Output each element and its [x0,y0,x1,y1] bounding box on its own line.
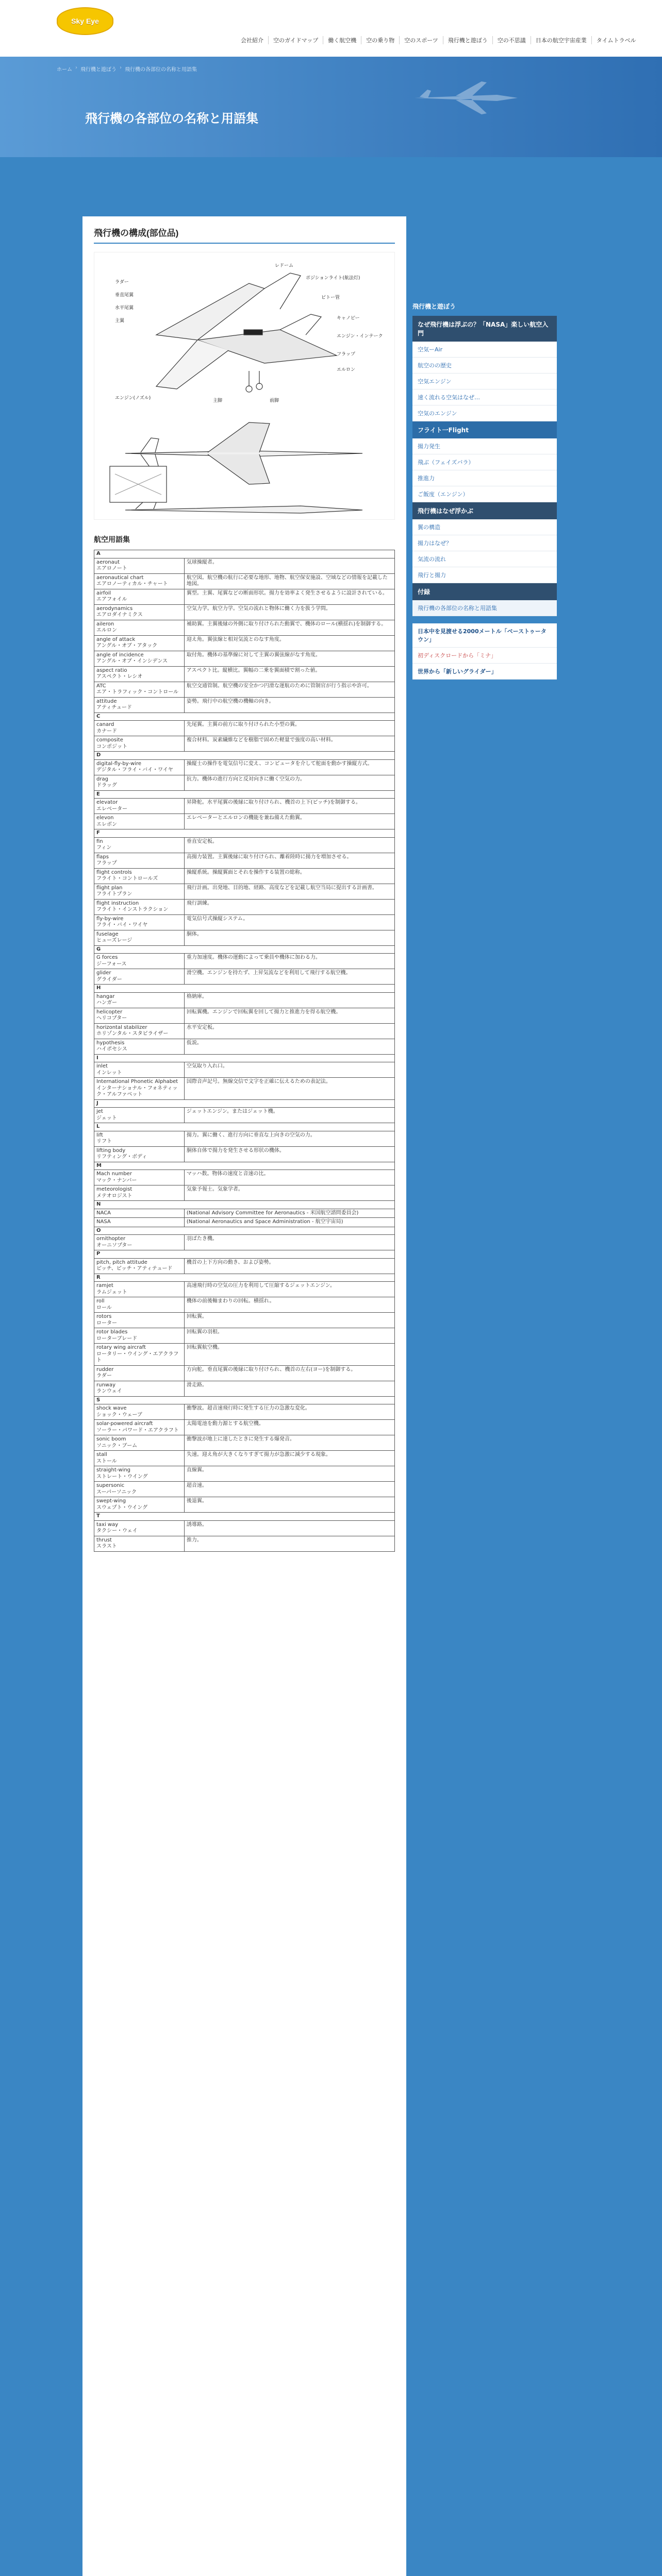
glossary-term: taxi way タクシー・ウェイ [94,1520,185,1536]
diagram-label: ピトー管 [321,295,340,300]
glossary-definition: 太陽電池を動力源とする航空機。 [184,1420,394,1435]
glossary-definition: 操縦士の操作を電気信号に変え、コンピュータを介して舵面を動かす操縦方式。 [184,759,394,775]
glossary-row [94,1258,395,1274]
glossary-term: hangar ハンガー [94,992,185,1008]
nav-item[interactable]: 空の乗り物 [361,36,399,44]
glossary-row [94,1008,395,1023]
sidebar-link[interactable]: 飛ぶ（フェイズバラ） [412,454,557,470]
nav-item[interactable]: 空のスポーツ [399,36,443,44]
glossary-definition: 超音速。 [184,1482,394,1497]
glossary-letter-row [94,790,395,799]
glossary-definition: 格納庫。 [184,992,394,1008]
page-title: 飛行機の各部位の名称と用語集 [85,112,258,126]
jet-silhouette-icon [409,77,523,118]
glossary-letter: P [94,1250,395,1259]
glossary-definition: 空気力学。航空力学。空気の流れと物体に働く力を扱う学問。 [184,604,394,620]
glossary-letter-row [94,945,395,954]
glossary-letter: O [94,1227,395,1235]
glossary-letter: S [94,1396,395,1404]
main-content [82,216,406,2576]
glossary-letter-row [94,1396,395,1404]
glossary-term: G forces ジーフォース [94,954,185,969]
glossary-term: angle of attack アングル・オブ・アタック [94,635,185,651]
glossary-definition: (National Aeronautics and Space Administration - 航空宇宙局) [184,1218,394,1227]
breadcrumb-current: 飛行機の各部位の名称と用語集 [125,67,197,73]
glossary-row [94,1497,395,1513]
glossary-row [94,1466,395,1482]
glossary-row [94,837,395,853]
sidebar-link[interactable]: 飛行と揚力 [412,567,557,583]
main-nav [236,36,641,44]
nav-item[interactable]: 日本の航空宇宙産業 [531,36,591,44]
breadcrumb-separator: › [75,65,77,71]
glossary-letter-row [94,1054,395,1062]
glossary-row [94,682,395,697]
sidebar-link[interactable]: 速く流れる空気はなぜ… [412,389,557,405]
glossary-row [94,884,395,899]
nav-item[interactable]: 飛行機と遊ぼう [443,36,492,44]
glossary-letter: L [94,1123,395,1131]
glossary-definition: 回転翼航空機。 [184,1344,394,1366]
glossary-row [94,992,395,1008]
glossary-letter-row [94,829,395,838]
glossary-term: inlet インレット [94,1062,185,1078]
glossary-row [94,775,395,790]
breadcrumb-separator: › [120,65,122,71]
diagram-label: ラダー [115,280,129,285]
glossary-letter: H [94,985,395,993]
glossary-row [94,853,395,868]
glossary-row [94,1146,395,1162]
glossary-definition: 回転翼機。エンジンで回転翼を回して揚力と推進力を得る航空機。 [184,1008,394,1023]
glossary-row [94,1235,395,1250]
glossary-term: ramjet ラムジェット [94,1282,185,1297]
diagram-label: 主翼 [115,318,125,324]
diagram-label: 垂直尾翼 [115,293,134,298]
glossary-term: sonic boom ソニック・ブーム [94,1435,185,1451]
glossary-row [94,1344,395,1366]
glossary-row [94,899,395,914]
glossary-row [94,954,395,969]
glossary-row [94,1435,395,1451]
sidebar-article-link[interactable]: 日本中を見渡せる2000メートル「ベーストゥータウン」 [412,623,557,648]
glossary-definition: (National Advisory Committee for Aeronautics - 米国航空諮問委員会) [184,1209,394,1218]
sidebar-title: 飛行機と遊ぼう [412,303,456,310]
glossary-term: aspect ratio アスペクト・レシオ [94,666,185,682]
sidebar-articles [412,623,557,680]
glossary-definition: 取付角。機体の基準線に対して主翼の翼弦線がなす角度。 [184,651,394,666]
glossary-term: elevon エレボン [94,814,185,829]
glossary-definition: 先尾翼。主翼の前方に取り付けられた小型の翼。 [184,721,394,736]
glossary-row [94,930,395,945]
glossary-row [94,1520,395,1536]
glossary-definition: 空気取り入れ口。 [184,1062,394,1078]
glossary-row [94,969,395,985]
page-hero [0,57,662,157]
glossary-row [94,1482,395,1497]
glossary-row [94,1328,395,1344]
glossary-row [94,1536,395,1551]
sidebar-box-heading[interactable]: フライト一Flight [412,421,557,438]
glossary-letter-row [94,1250,395,1259]
glossary-row [94,1131,395,1146]
nav-item[interactable]: 会社紹介 [241,38,263,44]
glossary-definition: 衝撃波。超音速飛行時に発生する圧力の急激な変化。 [184,1404,394,1420]
glossary-definition: 失速。迎え角が大きくなりすぎて揚力が急激に減少する現象。 [184,1451,394,1466]
glossary-row [94,1297,395,1313]
diagram-label: エンジン(ノズル) [115,396,151,401]
sidebar-link[interactable]: 推進力 [412,470,557,486]
glossary-letter-row [94,1513,395,1521]
glossary-definition: 気球操縦者。 [184,558,394,573]
sidebar-box-heading[interactable]: 飛行機はなぜ浮かぶ [412,502,557,519]
glossary-row [94,914,395,930]
glossary-term: flaps フラップ [94,853,185,868]
glossary-definition: 昇降舵。水平尾翼の後縁に取り付けられ、機首の上下(ピッチ)を制御する。 [184,799,394,814]
glossary-row [94,604,395,620]
glossary-row [94,868,395,884]
glossary-term: canard カナード [94,721,185,736]
glossary-letter: J [94,1099,395,1108]
glossary-term: rotary wing aircraft ロータリー・ウイング・エアクラフト [94,1344,185,1366]
glossary-row [94,721,395,736]
glossary-row [94,1365,395,1381]
nav-item[interactable]: 空のガイドマップ [268,36,323,44]
glossary-row [94,620,395,635]
logo-text: Sky Eye [71,17,99,25]
glossary-term: aeronautical chart エアロノーティカル・チャート [94,573,185,589]
glossary-letter: A [94,550,395,558]
glossary-term: lifting body リフティング・ボディ [94,1146,185,1162]
glossary-definition: 航空図。航空機の航行に必要な地形、地物、航空保安施設、空域などの情報を記載した地図。 [184,573,394,589]
sidebar-link[interactable]: 空気のエンジン [412,405,557,421]
glossary-term: attitude アティチュード [94,697,185,713]
glossary-term: ATC エア・トラフィック・コントロール [94,682,185,697]
sidebar-link-current[interactable]: 飛行機の各部位の名称と用語集 [412,600,557,616]
glossary-term: rotor blades ローターブレード [94,1328,185,1344]
glossary-definition: 滑走路。 [184,1381,394,1396]
breadcrumb [57,65,197,73]
glossary-term: elevator エレベーター [94,799,185,814]
glossary-term: glider グライダー [94,969,185,985]
glossary-term: jet ジェット [94,1108,185,1123]
glossary-definition: 仮説。 [184,1039,394,1054]
glossary-row [94,1039,395,1054]
glossary-definition: 重力加速度。機体の運動によって乗員や機体に加わる力。 [184,954,394,969]
glossary-term: Mach number マック・ナンバー [94,1170,185,1185]
glossary-definition: 回転翼の羽根。 [184,1328,394,1344]
glossary-letter: T [94,1513,395,1521]
diagram-label: キャノピー [337,316,360,321]
glossary-term: solar-powered aircraft ソーラー・パワード・エアクラフト [94,1420,185,1435]
sidebar-link[interactable]: ご飯度（エンジン） [412,486,557,502]
glossary-definition: マッハ数。物体の速度と音速の比。 [184,1170,394,1185]
glossary-definition: 回転翼。 [184,1313,394,1328]
glossary-row [94,573,395,589]
aircraft-diagram [94,252,395,520]
diagram-label: フラップ [337,352,355,357]
glossary-term: meteorologist メテオロジスト [94,1185,185,1201]
glossary-letter: D [94,752,395,760]
glossary-row [94,589,395,604]
glossary-letter-row [94,1099,395,1108]
glossary-row [94,1404,395,1420]
site-logo[interactable] [57,7,113,35]
sidebar-link[interactable]: 気流の流れ [412,551,557,567]
glossary-definition: 方向舵。垂直尾翼の後縁に取り付けられ、機首の左右(ヨー)を制御する。 [184,1365,394,1381]
glossary-letter-row [94,1162,395,1170]
aircraft-diagram-svg [94,252,395,520]
glossary-letter-row [94,713,395,721]
glossary-letter: I [94,1054,395,1062]
glossary-definition: 機首の上下方向の動き、および姿勢。 [184,1258,394,1274]
glossary-term: composite コンポジット [94,736,185,752]
glossary-term: thrust スラスト [94,1536,185,1551]
glossary-definition: 滑空機。エンジンを持たず、上昇気流などを利用して飛行する航空機。 [184,969,394,985]
glossary-definition: 垂直安定板。 [184,837,394,853]
glossary-term: International Phonetic Alphabet インターナショナル・フォネティック・アルファベット [94,1078,185,1100]
sidebar [412,299,557,687]
glossary-row [94,697,395,713]
glossary-definition: 操縦系統。操縦翼面とそれを操作する装置の総称。 [184,868,394,884]
glossary-definition: 誘導路。 [184,1520,394,1536]
glossary-letter-row [94,752,395,760]
glossary-term: roll ロール [94,1297,185,1313]
glossary-definition: 高揚力装置。主翼後縁に取り付けられ、離着陸時に揚力を増加させる。 [184,853,394,868]
glossary-term: angle of incidence アングル・オブ・インシデンス [94,651,185,666]
glossary-definition: 後退翼。 [184,1497,394,1513]
glossary-row [94,1218,395,1227]
glossary-row [94,666,395,682]
glossary-term: stall ストール [94,1451,185,1466]
glossary-row [94,1209,395,1218]
breadcrumb-home[interactable]: ホーム [57,67,72,73]
site-header [0,0,662,57]
glossary-term: airfoil エアフォイル [94,589,185,604]
glossary-definition: 迎え角。翼弦線と相対気流とのなす角度。 [184,635,394,651]
sidebar-link[interactable]: 揚力はなぜ？ [412,535,557,551]
glossary-term: aerodynamics エアロダイナミクス [94,604,185,620]
sidebar-link[interactable]: 揚力発生 [412,438,557,454]
glossary-row [94,1185,395,1201]
glossary-definition: 国際音声記号。無線交信で文字を正確に伝えるための表記法。 [184,1078,394,1100]
glossary-definition: 直線翼。 [184,1466,394,1482]
glossary-definition: 衝撃波が地上に達したときに発生する爆発音。 [184,1435,394,1451]
glossary-definition: 姿勢。飛行中の航空機の機軸の向き。 [184,697,394,713]
diagram-label: 水平尾翼 [115,306,134,311]
glossary-definition: 水平安定板。 [184,1023,394,1039]
glossary-definition: 羽ばたき機。 [184,1235,394,1250]
glossary-term: rotors ローター [94,1313,185,1328]
glossary-definition: 電気信号式操縦システム。 [184,914,394,930]
diagram-label: 前脚 [270,398,279,403]
glossary-term: pitch, pitch attitude ピッチ、ピッチ・アティテュード [94,1258,185,1274]
glossary-definition: 航空交通管制。航空機の安全かつ円滑な運航のために管制官が行う指示や許可。 [184,682,394,697]
glossary-letter: C [94,713,395,721]
glossary-definition: 補助翼。主翼後縁の外側に取り付けられた動翼で、機体のロール(横揺れ)を制御する。 [184,620,394,635]
glossary-row [94,1313,395,1328]
glossary-term: flight controls フライト・コントロールズ [94,868,185,884]
breadcrumb-parent[interactable]: 飛行機と遊ぼう [80,67,117,73]
glossary-term: digital-fly-by-wire デジタル・フライ・バイ・ワイヤ [94,759,185,775]
sidebar-link[interactable]: 翼の構造 [412,519,557,535]
glossary-row [94,1420,395,1435]
glossary-letter-row [94,1227,395,1235]
glossary-term: swept-wing スウェプト・ウイング [94,1497,185,1513]
glossary-term: supersonic スーパーソニック [94,1482,185,1497]
sidebar-link[interactable]: 空気エンジン [412,374,557,389]
sidebar-box-heading[interactable]: 付録 [412,583,557,600]
glossary-letter-row [94,1274,395,1282]
section-heading: 飛行機の構成(部位品) [94,226,395,244]
glossary-definition: 推力。 [184,1536,394,1551]
glossary-term: lift リフト [94,1131,185,1146]
glossary-letter: R [94,1274,395,1282]
glossary-definition: 複合材料。炭素繊維などを樹脂で固めた軽量で強度の高い材料。 [184,736,394,752]
glossary-definition: ジェットエンジン。またはジェット機。 [184,1108,394,1123]
glossary-letter: G [94,945,395,954]
glossary-definition: アスペクト比。縦横比。翼幅の二乗を翼面積で割った値。 [184,666,394,682]
glossary-row [94,1078,395,1100]
glossary-term: flight plan フライトプラン [94,884,185,899]
diagram-label: ポジションライト(航法灯) [306,276,360,281]
glossary-row [94,736,395,752]
glossary-term: NACA [94,1209,185,1218]
sidebar-article-link[interactable]: 初ディスクロードから「ミナ」 [412,648,557,664]
glossary-term: drag ドラッグ [94,775,185,790]
sidebar-article-link[interactable]: 世界から「新しいグライダー」 [412,664,557,680]
glossary-letter: F [94,829,395,838]
glossary-term: fin フィン [94,837,185,853]
glossary-definition: 抗力。機体の進行方向と反対向きに働く空気の力。 [184,775,394,790]
nav-item[interactable]: 空の不思議 [492,36,531,44]
glossary-term: rudder ラダー [94,1365,185,1381]
nav-item[interactable]: タイムトラベル [591,36,641,44]
glossary-letter: M [94,1162,395,1170]
diagram-label: エルロン [337,367,356,372]
glossary-term: NASA [94,1218,185,1227]
glossary-letter-row [94,550,395,558]
glossary-letter-row [94,985,395,993]
glossary-row [94,1108,395,1123]
glossary-term: aileron エルロン [94,620,185,635]
glossary-definition: 胴体自体で揚力を発生させる形状の機体。 [184,1146,394,1162]
glossary-term: runway ランウェイ [94,1381,185,1396]
glossary-term: hypothesis ハイポセシス [94,1039,185,1054]
glossary-letter-row [94,1123,395,1131]
glossary-row [94,635,395,651]
glossary-letter: E [94,790,395,799]
glossary-definition: 胴体。 [184,930,394,945]
glossary-definition: エレベーターとエルロンの機能を兼ね備えた動翼。 [184,814,394,829]
glossary-row [94,1023,395,1039]
glossary-row [94,1282,395,1297]
glossary-row [94,651,395,666]
glossary-definition: 飛行計画。出発地、目的地、経路、高度などを記載し航空当局に提出する計画書。 [184,884,394,899]
diagram-label: レドーム [275,263,294,268]
sidebar-box [412,316,557,616]
glossary-term: horizontal stabilizer ホリゾンタル・スタビライザー [94,1023,185,1039]
glossary-body [94,550,395,1552]
glossary-table [94,550,395,1552]
glossary-heading: 航空用語集 [94,536,130,544]
glossary-definition: 気象予報士。気象学者。 [184,1185,394,1201]
glossary-definition: 機体の前後軸まわりの回転。横揺れ。 [184,1297,394,1313]
glossary-definition: 揚力。翼に働く、進行方向に垂直な上向きの空気の力。 [184,1131,394,1146]
glossary-term: flight instruction フライト・インストラクション [94,899,185,914]
glossary-row [94,1451,395,1466]
glossary-row [94,814,395,829]
glossary-letter: N [94,1201,395,1209]
glossary-row [94,1381,395,1396]
glossary-term: straight-wing ストレート・ウイング [94,1466,185,1482]
glossary-term: fly-by-wire フライ・バイ・ワイヤ [94,914,185,930]
sidebar-box-heading[interactable]: なぜ飛行機は浮ぶの？「NASA」楽しい航空入門 [412,316,557,342]
sidebar-link[interactable]: 空気ーAir [412,342,557,358]
diagram-label: 主脚 [213,398,223,403]
glossary-row [94,1062,395,1078]
glossary-letter-row [94,1201,395,1209]
sidebar-link[interactable]: 航空のの歴史 [412,358,557,374]
diagram-label: エンジン・インテーク [337,334,383,339]
glossary-term: ornithopter オーニソプター [94,1235,185,1250]
glossary-term: shock wave ショック・ウェーブ [94,1404,185,1420]
glossary-definition: 飛行訓練。 [184,899,394,914]
glossary-row [94,1170,395,1185]
glossary-row [94,558,395,573]
glossary-definition: 高速飛行時の空気の圧力を利用して圧縮するジェットエンジン。 [184,1282,394,1297]
glossary-term: fuselage ヒューズレージ [94,930,185,945]
glossary-row [94,759,395,775]
glossary-row [94,799,395,814]
glossary-term: aeronaut エアロノート [94,558,185,573]
nav-item[interactable]: 働く航空機 [323,36,361,44]
glossary-definition: 翼型。主翼、尾翼などの断面形状。揚力を効率よく発生させるように設計されている。 [184,589,394,604]
glossary-term: helicopter ヘリコプター [94,1008,185,1023]
